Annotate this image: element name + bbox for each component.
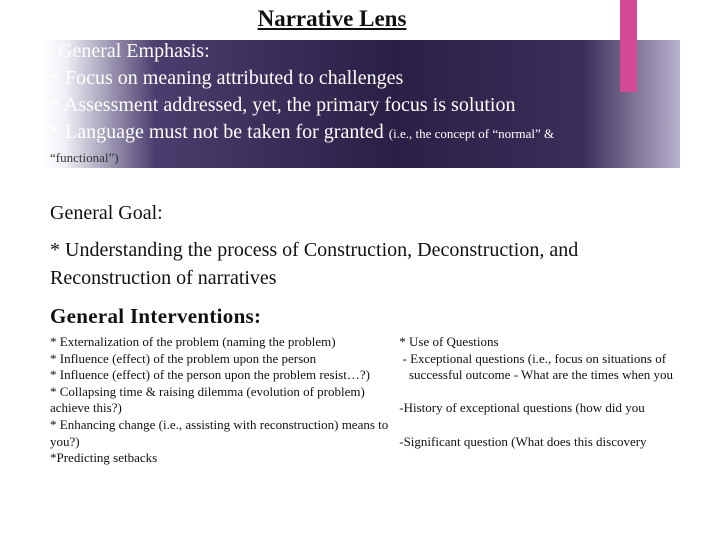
emphasis-note: (i.e., the concept of “normal” & bbox=[388, 126, 555, 141]
emphasis-item: * Focus on meaning attributed to challenges bbox=[50, 67, 404, 89]
question-item: successful outcome - What are the times when you bbox=[396, 367, 674, 383]
goal-heading: General Goal: bbox=[50, 202, 163, 224]
question-item: - Exceptional questions (i.e., focus on situations of bbox=[396, 350, 667, 366]
emphasis-item bbox=[50, 119, 670, 147]
intervention-item: * Externalization of the problem (naming the problem) bbox=[50, 334, 336, 349]
interventions-heading: General Interventions: bbox=[50, 304, 262, 328]
question-spacer bbox=[396, 384, 716, 401]
emphasis-note-tail: “functional”) bbox=[50, 150, 119, 165]
emphasis-heading: General Emphasis: bbox=[58, 40, 210, 62]
emphasis-item-text: * Language must not be taken for granted bbox=[50, 121, 384, 143]
interventions-left-column bbox=[50, 334, 395, 467]
intervention-item: * Collapsing time & raising dilemma (evolution of problem) achieve this?) bbox=[50, 383, 369, 416]
question-item: -Significant question (What does this discovery bbox=[396, 433, 647, 449]
intervention-item: * Influence (effect) of the problem upon the person bbox=[50, 350, 317, 366]
question-spacer bbox=[396, 417, 716, 434]
intervention-item: * Enhancing change (i.e., assisting with reconstruction) means to you?) bbox=[50, 416, 392, 449]
slide-title: Narrative Lens bbox=[257, 6, 407, 31]
emphasis-block bbox=[50, 38, 670, 147]
question-item: * Use of Questions bbox=[396, 334, 499, 349]
emphasis-item: * Assessment addressed, yet, the primary focus is solution bbox=[50, 94, 516, 116]
intervention-item: *Predicting setbacks bbox=[50, 450, 158, 466]
interventions-right-column bbox=[396, 334, 716, 450]
intervention-item: * Influence (effect) of the person upon the problem resist…?) bbox=[50, 367, 370, 383]
question-item: -History of exceptional questions (how did you bbox=[396, 400, 645, 416]
goal-text: * Understanding the process of Construction, Deconstruction, and Reconstruction of narratives bbox=[50, 239, 579, 289]
